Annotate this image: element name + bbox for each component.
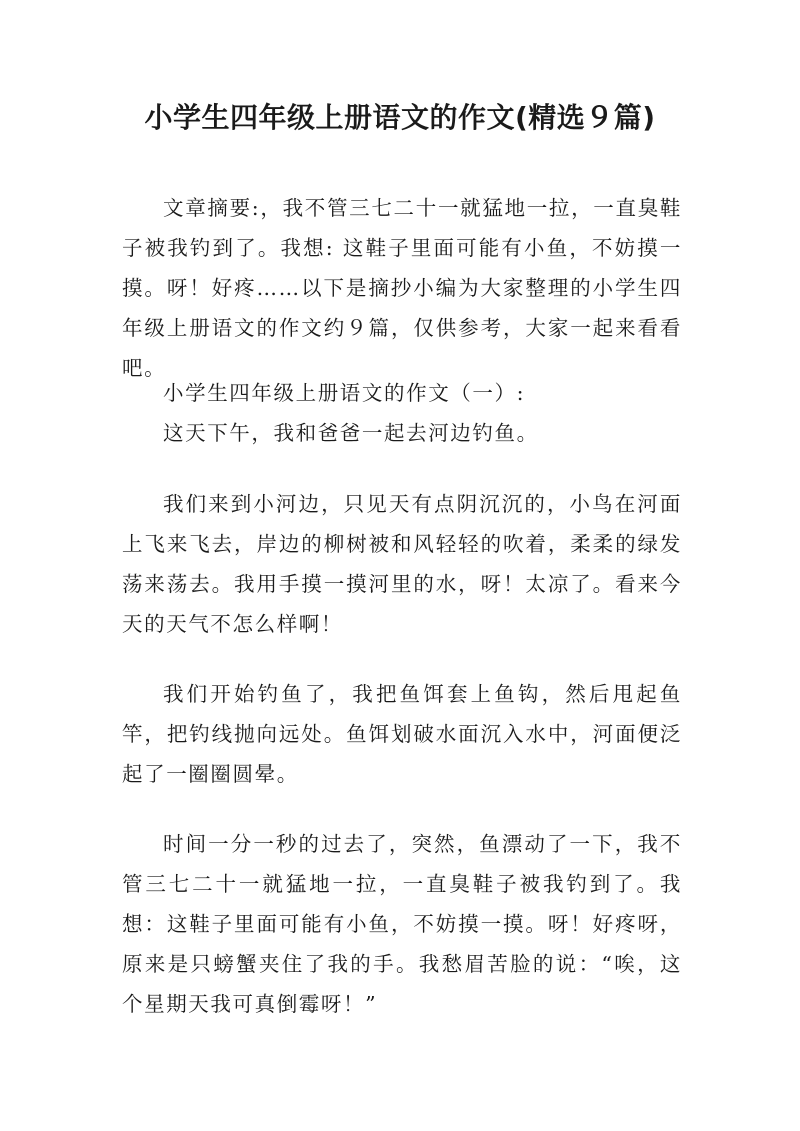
document-title: 小学生四年级上册语文的作文(精选９篇)	[144, 101, 656, 134]
section-heading: 小学生四年级上册语文的作文（一）:	[163, 381, 526, 405]
story-paragraph-4: 时间一分一秒的过去了，突然，鱼漂动了一下，我不管三七二十一就猛地一拉，一直臭鞋子被我钓到了。我想：这鞋子里面可能有小鱼，不妨摸一摸。呀！好疼呀，原来是只螃蟹夹住了我的手。我愁眉苦脸的说：“唉，这个星期天我可真倒霉呀！”	[122, 832, 682, 1016]
story-paragraph-1: 这天下午，我和爸爸一起去河边钓鱼。	[163, 421, 539, 445]
story-paragraph-2: 我们来到小河边，只见天有点阴沉沉的，小鸟在河面上飞来飞去，岸边的柳树被和风轻轻的吹着，柔柔的绿发荡来荡去。我用手摸一摸河里的水，呀！太凉了。看来今天的天气不怎么样啊！	[122, 492, 682, 636]
story-paragraph-3: 我们开始钓鱼了，我把鱼饵套上鱼钩，然后甩起鱼竿，把钓线抛向远处。鱼饵划破水面沉入水中，河面便泛起了一圈圈圆晕。	[122, 682, 682, 786]
abstract-paragraph: 文章摘要:，我不管三七二十一就猛地一拉，一直臭鞋子被我钓到了。我想: 这鞋子里面可能有小鱼，不妨摸一摸。呀！好疼……以下是摘抄小编为大家整理的小学生四年级上册语文的作文约９篇，仅供参考，大家一起来看看吧。	[122, 196, 682, 380]
